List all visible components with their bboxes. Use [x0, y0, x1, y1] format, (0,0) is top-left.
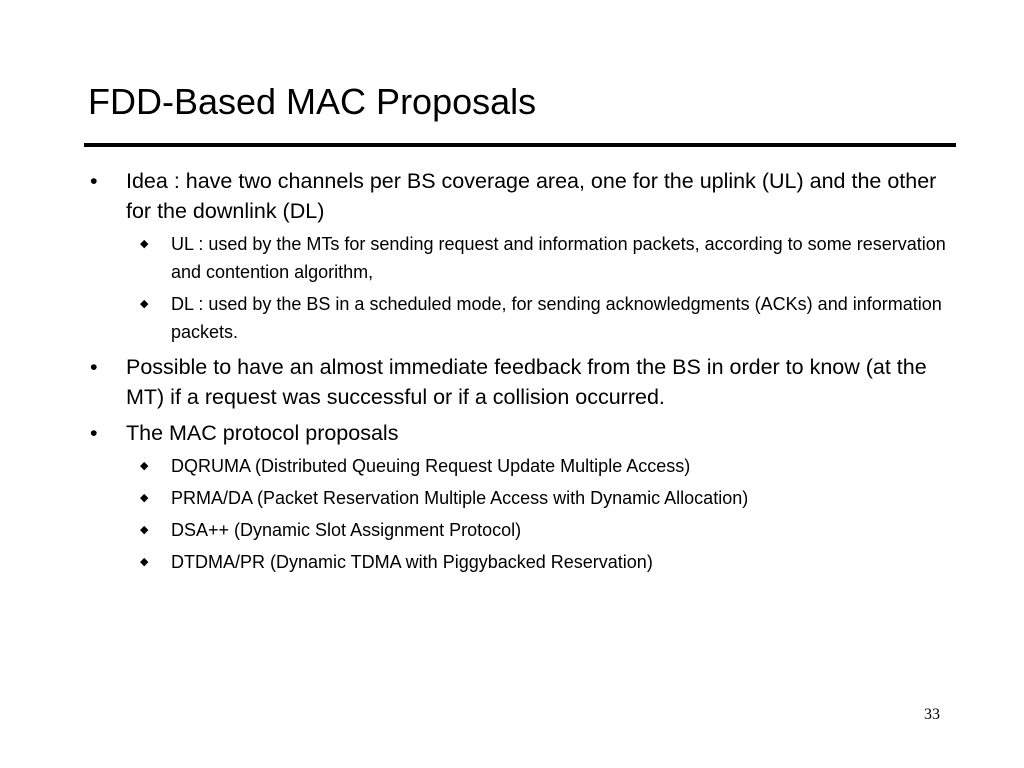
- sub-bullet-text: DTDMA/PR (Dynamic TDMA with Piggybacked Reservation): [171, 552, 653, 572]
- bullet-idea: [90, 166, 950, 226]
- diamond-bullet-icon: ◆: [140, 492, 149, 504]
- diamond-bullet-icon: ◆: [140, 524, 149, 536]
- bullet-dot-icon: •: [90, 169, 98, 193]
- diamond-bullet-icon: ◆: [140, 238, 149, 250]
- sub-bullet-prma-da: [90, 484, 950, 512]
- bullet-text: Idea : have two channels per BS coverage area, one for the uplink (UL) and the other for the downlink (DL): [126, 169, 937, 223]
- sub-bullet-text: DSA++ (Dynamic Slot Assignment Protocol): [171, 520, 522, 540]
- diamond-bullet-icon: ◆: [140, 556, 149, 568]
- bullet-dot-icon: •: [90, 421, 98, 445]
- title-divider: [84, 143, 956, 147]
- sub-bullet-dtdma-pr: [90, 548, 950, 576]
- page-number: 33: [924, 706, 940, 723]
- sub-bullet-text: PRMA/DA (Packet Reservation Multiple Access with Dynamic Allocation): [171, 488, 749, 508]
- slide-title: FDD-Based MAC Proposals: [88, 81, 537, 122]
- sub-bullet-text: DL : used by the BS in a scheduled mode, for sending acknowledgments (ACKs) and information packets.: [171, 294, 942, 342]
- sub-bullet-dqruma: [90, 452, 950, 480]
- sub-bullet-dl: [90, 290, 950, 346]
- sub-bullet-dsa: [90, 516, 950, 544]
- bullet-feedback: [90, 352, 950, 412]
- sub-bullet-text: UL : used by the MTs for sending request and information packets, according to some reservation and contention algorithm,: [171, 234, 946, 282]
- sub-bullet-text: DQRUMA (Distributed Queuing Request Update Multiple Access): [171, 456, 691, 476]
- diamond-bullet-icon: ◆: [140, 298, 149, 310]
- diamond-bullet-icon: ◆: [140, 460, 149, 472]
- slide-content: [90, 160, 950, 576]
- sub-bullet-ul: [90, 230, 950, 286]
- bullet-text: Possible to have an almost immediate feedback from the BS in order to know (at the MT) if a request was successful or if a collision occurred.: [126, 355, 927, 409]
- bullet-text: The MAC protocol proposals: [126, 421, 399, 445]
- bullet-proposals: [90, 418, 950, 448]
- bullet-dot-icon: •: [90, 355, 98, 379]
